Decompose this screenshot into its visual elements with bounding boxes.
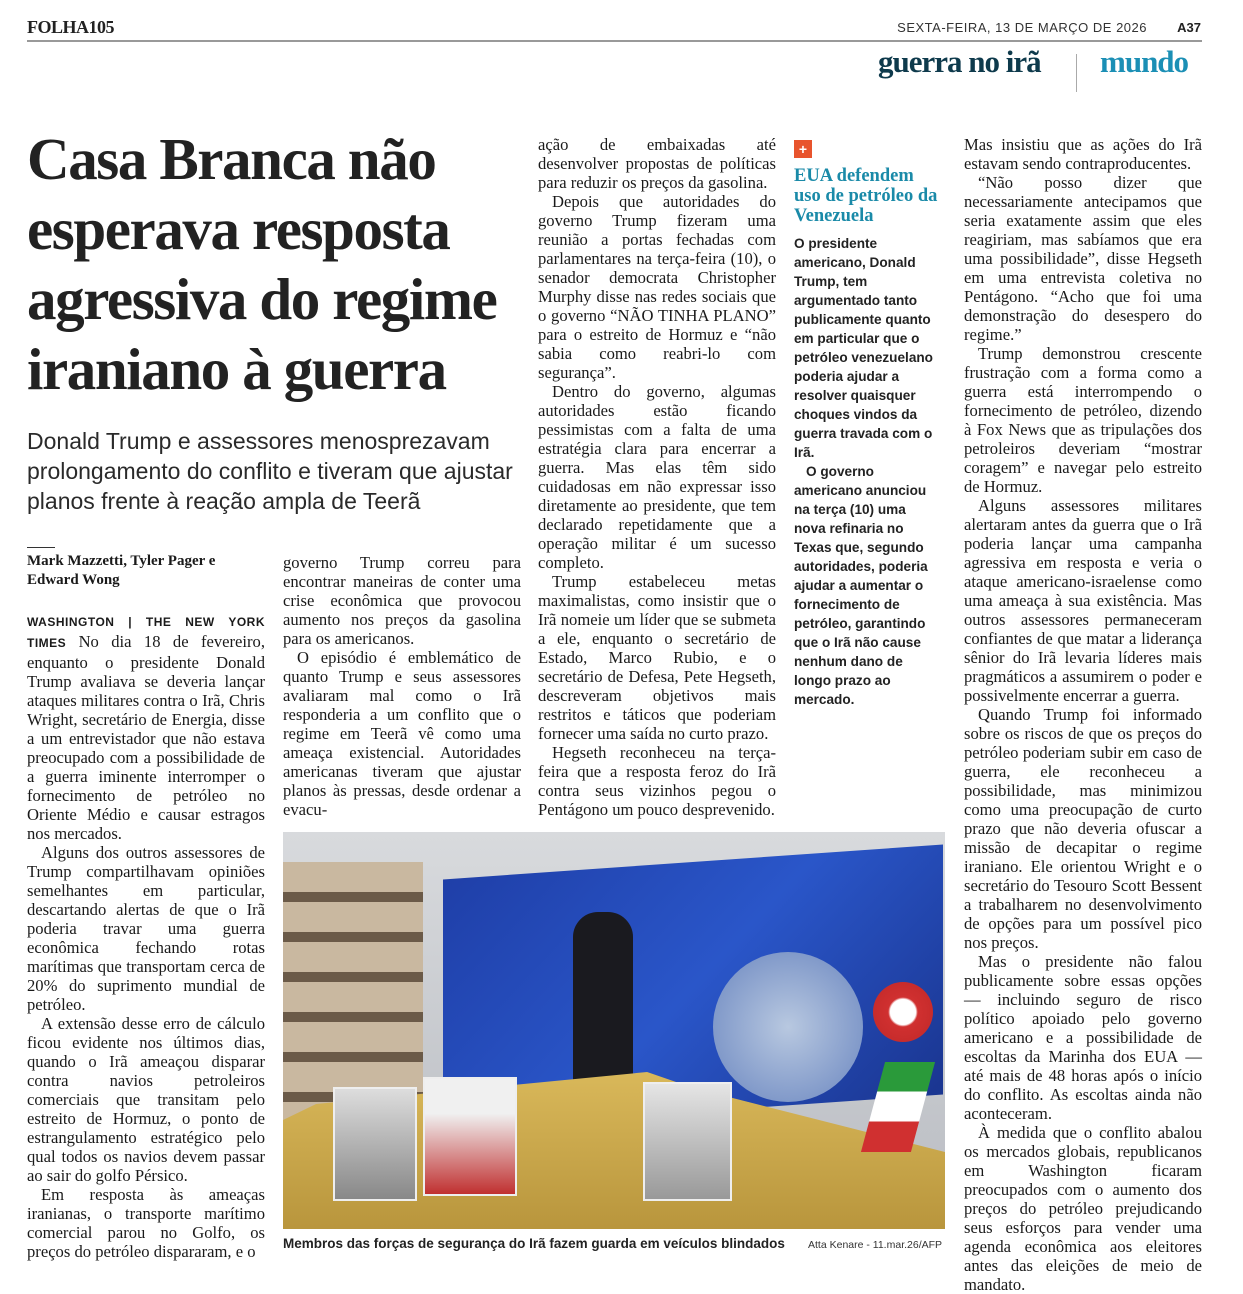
column-3 <box>538 135 776 819</box>
paragraph: ação de embaixadas até desenvolver propostas de políticas para reduzir os preços da gasolina. <box>538 135 776 192</box>
header-rule <box>27 40 1202 42</box>
paragraph: Quando Trump foi informado sobre os riscos de que os preços do petróleo poderiam subir em caso de guerra, ele reconheceu a possibilidade, mas minimizou como uma preocupação de curto prazo que não deveria ofuscar a missão de decapitar o regime iraniano. Ele orientou Wright e o secretário do Tesouro Scott Bessent a trabalharem no desenvolvimento de opções para um possível pico nos preços. <box>964 705 1202 952</box>
subheadline: Donald Trump e assessores menosprezavam prolongamento do conflito e tiveram que ajustar planos frente à reação ampla de Teerã <box>27 428 513 514</box>
paragraph: A extensão desse erro de cálculo ficou evidente nos últimos dias, quando o Irã ameaçou disparar contra navios petroleiros comerciais que transitam pelo estreito de Hormuz, o ponto de estrangulamento estratégico pelo qual todos os navios devem passar ao sair do golfo Pérsico. <box>27 1014 265 1185</box>
column-5 <box>964 135 1202 1294</box>
byline: Mark Mazzetti, Tyler Pager e Edward Wong <box>27 553 216 588</box>
paragraph: WASHINGTON | THE NEW YORK TIMES No dia 18 de fevereiro, enquanto o presidente Donald Trump avaliava se deveria lançar ataques militares contra o Irã, Chris Wright, secretário de Energia, disse a um entrevistador que não estava preocupado com a possibilidade de a guerra iminente interromper o fornecimento de petróleo no Oriente Médio e causar estragos nos mercados. <box>27 615 265 843</box>
column-1 <box>27 611 265 1261</box>
page-number: A37 <box>1177 20 1201 35</box>
paragraph: “Não posso dizer que necessariamente antecipamos que seria exatamente assim que eles reagiriam, mas sabíamos que era uma possibilidade”, disse Hegseth em uma entrevista coletiva no Pentágono. “Acho que foi uma demonstração do desespero do regime.” <box>964 173 1202 344</box>
plus-icon: + <box>794 140 812 158</box>
news-photo <box>283 832 945 1229</box>
photo-credit: Atta Kenare - 11.mar.26/AFP <box>808 1239 943 1251</box>
paragraph: Depois que autoridades do governo Trump fizeram uma reunião a portas fechadas com parlamentares na terça-feira (10), o senador democrata Christopher Murphy disse nas redes sociais que o governo “NÃO TINHA PLANO” para o estreito de Hormuz e “não sabia como reabri-lo com segurança”. <box>538 192 776 382</box>
paragraph: O episódio é emblemático de quanto Trump e seus assessores avaliaram mal como o Irã responderia a um conflito que o regime em Teerã vê como uma ameaça existencial. Autoridades americanas tiveram que ajustar planos às pressas, desde ordenar a evacu- <box>283 648 521 819</box>
photo-caption: Membros das forças de segurança do Irã fazem guarda em veículos blindados <box>283 1236 785 1251</box>
edition-date: SEXTA-FEIRA, 13 DE MARÇO DE 2026 <box>897 20 1147 35</box>
folha-logo: FOLHA105 <box>27 17 115 37</box>
paragraph: governo Trump correu para encontrar maneiras de conter uma crise econômica que provocou aumento nos preços da gasolina para os americanos. <box>283 553 521 648</box>
poster <box>423 1077 517 1196</box>
paragraph: Mas insistiu que as ações do Irã estavam sendo contraproducentes. <box>964 135 1202 173</box>
sidebar-title: EUA defendem uso de petróleo da Venezuela <box>794 166 938 226</box>
poster <box>643 1082 732 1201</box>
sidebar-box <box>794 140 940 709</box>
paragraph: Dentro do governo, algumas autoridades estão ficando pessimistas com a falta de uma estratégia clara para encerrar a guerra. Mas elas têm sido cuidadosas em não expressar isso diretamente ao presidente, que tem declarado repetidamente que a operação militar é um sucesso completo. <box>538 382 776 572</box>
section-name: mundo <box>1100 44 1189 79</box>
paragraph: Trump demonstrou crescente frustração com a forma como a guerra está interrompendo o fornecimento de petróleo, dizendo à Fox News que as tripulações dos petroleiros deveriam “mostrar coragem” e navegar pelo estreito de Hormuz. <box>964 344 1202 496</box>
paragraph: À medida que o conflito abalou os mercados globais, republicanos em Washington ficaram preocupados com o aumento dos preços do petróleo prejudicando seus esforços para vender uma agenda econômica aos eleitores antes das eleições de meio de mandato. <box>964 1123 1202 1294</box>
sidebar-paragraph: O presidente americano, Donald Trump, tem argumentado tanto publicamente quanto em particular que o petróleo venezuelano poderia ajudar a resolver quaisquer choques vindos da guerra travada com o Irã. <box>794 236 933 460</box>
paragraph: Mas o presidente não falou publicamente sobre essas opções — incluindo seguro de risco político apoiado pelo governo americano e a possibilidade de escoltas da Marinha dos EUA — até mais de 48 horas após o início do conflito. As escoltas ainda não aconteceram. <box>964 952 1202 1123</box>
byline-rule <box>27 547 55 548</box>
headline: Casa Branca não esperava resposta agressiva do regime iraniano à guerra <box>27 126 497 402</box>
paragraph: Alguns assessores militares alertaram antes da guerra que o Irã poderia lançar uma campanha agressiva em resposta e veria o ataque americano-israelense como uma ameaça à sua existência. Mas outros assessores permaneceram confiantes de que matar a liderança sênior do Irã levaria líderes mais pragmáticos a assumirem o poder e possivelmente encerrar a guerra. <box>964 496 1202 705</box>
dateline: WASHINGTON | THE NEW YORK TIMES <box>27 615 265 650</box>
sidebar-paragraph: O governo americano anunciou na terça (10) uma nova refinaria no Texas que, segundo autoridades, poderia ajudar a aumentar o fornecimento de petróleo, garantindo que o Irã não cause nenhum dano de longo prazo ao mercado. <box>794 464 928 707</box>
paragraph: Hegseth reconheceu na terça-feira que a resposta feroz do Irã contra seus vizinhos pegou o Pentágono um pouco desprevenido. <box>538 743 776 819</box>
mural-flower <box>873 982 933 1042</box>
mural-medallion <box>713 952 863 1102</box>
section-topic: guerra no irã <box>878 44 1041 79</box>
paragraph: Trump estabeleceu metas maximalistas, como insistir que o Irã nomeie um líder que se submeta a ele, enquanto o secretário de Estado, Marco Rubio, e o secretário de Defesa, Pete Hegseth, descreveram objetivos mais restritos e táticos que poderiam fornecer uma saída no curto prazo. <box>538 572 776 743</box>
paragraph: Alguns dos outros assessores de Trump compartilhavam opiniões semelhantes em particular, descartando alertas de que o Irã poderia travar uma guerra econômica fechando rotas marítimas que transportam cerca de 20% do suprimento mundial de petróleo. <box>27 843 265 1014</box>
section-divider <box>1076 54 1077 92</box>
column-2 <box>283 553 521 819</box>
paragraph: Em resposta às ameaças iranianas, o transporte marítimo comercial parou no Golfo, os preços do petróleo dispararam, e o <box>27 1185 265 1261</box>
poster <box>333 1087 417 1201</box>
